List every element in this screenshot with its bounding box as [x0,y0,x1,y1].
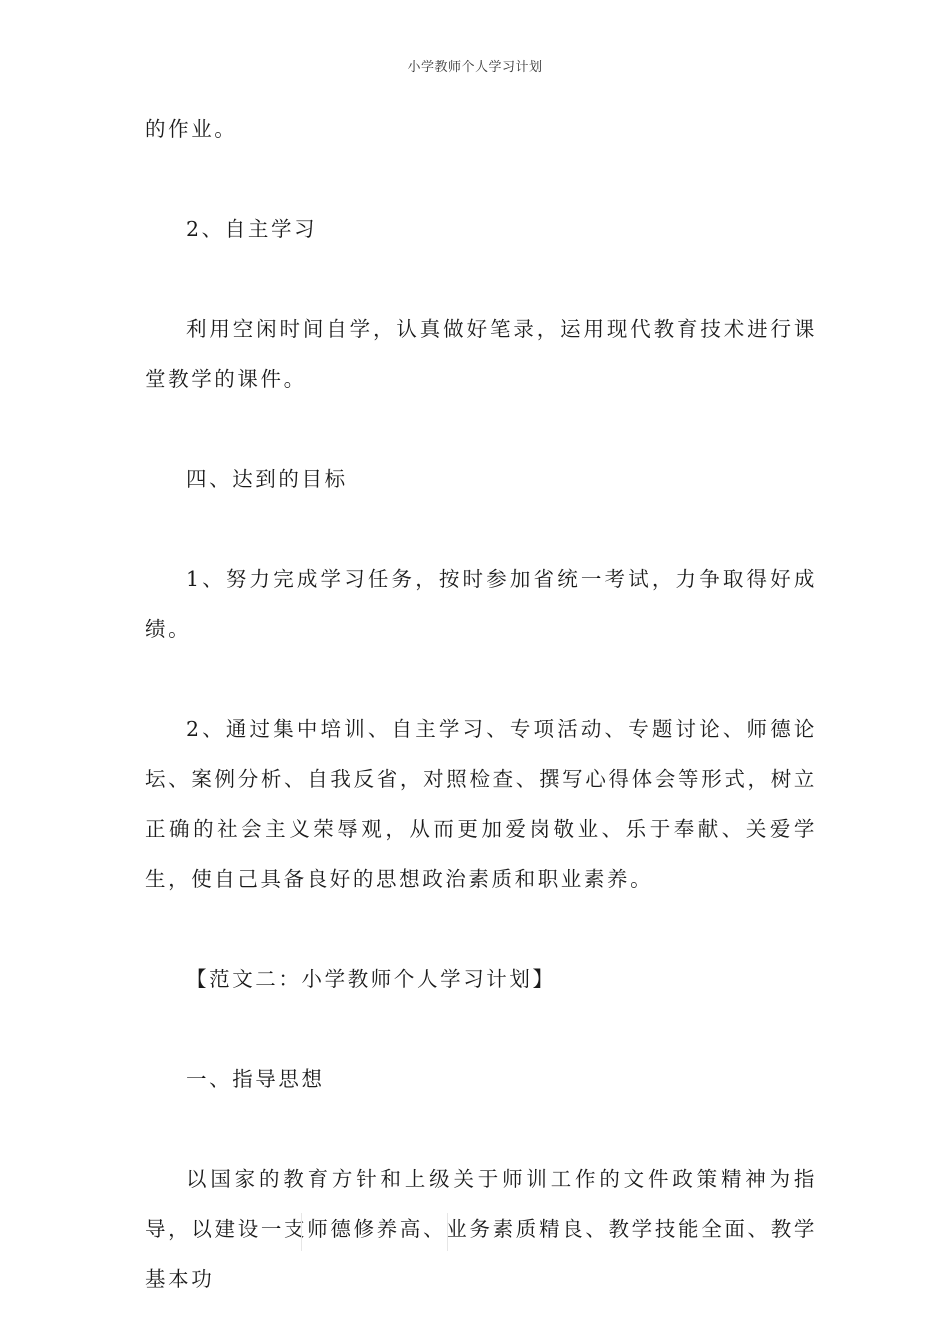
page-header-title: 小学教师个人学习计划 [407,60,543,75]
paragraph-gap [145,1104,817,1154]
footer-frame [301,1213,448,1251]
section-heading-guiding-thought: 一、指导思想 [186,1067,325,1091]
sample-two-title: 【范文二：小学教师个人学习计划】 [186,967,556,991]
subheading-self-study: 2、自主学习 [186,217,318,241]
paragraph-gap [145,504,817,554]
paragraph-gap [145,404,817,454]
paragraph-guiding-thought: 以国家的教育方针和上级关于师训工作的文件政策精神为指导，以建设一支师德修养高、业务素质精良、教学技能全面、教学基本功 [145,1167,817,1291]
paragraph-gap [145,254,817,304]
section-heading-goals: 四、达到的目标 [186,467,348,491]
paragraph-gap [145,1004,817,1054]
paragraph-self-study: 利用空闲时间自学，认真做好笔录，运用现代教育技术进行课堂教学的课件。 [145,317,817,391]
paragraph-continuation: 的作业。 [145,117,238,141]
paragraph-goal-1: 1、努力完成学习任务，按时参加省统一考试，力争取得好成绩。 [145,567,817,641]
paragraph-gap [145,904,817,954]
paragraph-gap [145,154,817,204]
paragraph-gap [145,654,817,704]
paragraph-goal-2: 2、通过集中培训、自主学习、专项活动、专题讨论、师德论坛、案例分析、自我反省，对照检查、撰写心得体会等形式，树立正确的社会主义荣辱观，从而更加爱岗敬业、乐于奉献、关爱学生，使自己具备良好的思想政治素质和职业素养。 [145,717,817,891]
document-body [145,104,817,1304]
